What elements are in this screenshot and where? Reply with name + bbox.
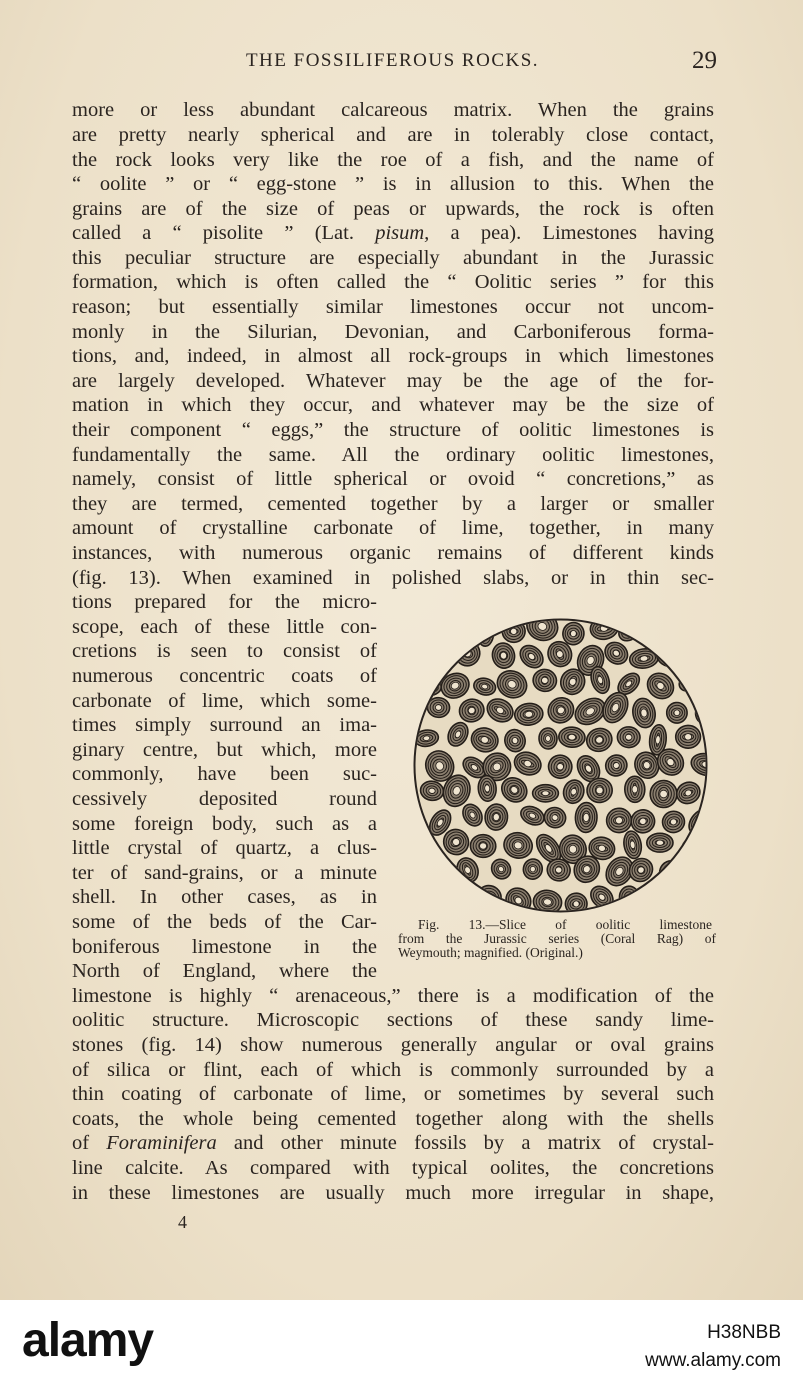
text-line: reason; but essentially similar limestones occur not uncom- (72, 296, 714, 318)
text-line: grains are of the size of peas or upwards, the rock is often (72, 198, 714, 220)
text-line: monly in the Silurian, Devonian, and Carboniferous forma- (72, 321, 714, 343)
text-line: are pretty nearly spherical and are in tolerably close contact, (72, 124, 714, 146)
text-line: scope, each of these little con- (72, 616, 377, 638)
text-line: more or less abundant calcareous matrix. When the grains (72, 99, 714, 121)
text-line: namely, consist of little spherical or ovoid “ concretions,” as (72, 468, 714, 490)
text-line: thin coating of carbonate of lime, or sometimes by several such (72, 1083, 714, 1105)
text-line: their component “ eggs,” the structure of oolitic limestones is (72, 419, 714, 441)
text-line: oolitic structure. Microscopic sections of these sandy lime- (72, 1009, 714, 1031)
text-line: fundamentally the same. All the ordinary oolitic limestones, (72, 444, 714, 466)
oolite-grain (625, 776, 645, 802)
text-line: North of England, where the (72, 960, 377, 982)
oolite-grain (470, 834, 497, 858)
text-line: boniferous limestone in the (72, 936, 377, 958)
stock-url: www.alamy.com (645, 1350, 781, 1371)
caption-line: from the Jurassic series (Coral Rag) of (398, 932, 716, 946)
signature-mark: 4 (178, 1212, 187, 1232)
text-line: they are termed, cemented together by a larger or smaller (72, 493, 714, 515)
text-line: tions prepared for the micro- (72, 591, 377, 613)
oolite-grain (533, 785, 559, 802)
alamy-logo: alamy (22, 1314, 154, 1367)
text-line: carbonate of lime, which some- (72, 690, 377, 712)
oolite-grain (538, 728, 557, 750)
text-line: tions, and, indeed, in almost all rock-groups in which limestones (72, 345, 714, 367)
oolite-grain (644, 885, 675, 909)
oolitic-limestone-illustration (413, 618, 708, 913)
oolite-grain (417, 618, 440, 643)
text-line: the rock looks very like the roe of a fish, and the name of (72, 149, 714, 171)
header-title: THE FOSSILIFEROUS ROCKS. (245, 50, 540, 71)
figure-caption (398, 918, 716, 960)
oolite-grain (675, 725, 701, 749)
latin-term: pisum, (375, 222, 430, 244)
text-line: (fig. 13). When examined in polished slabs, or in thin sec- (72, 567, 714, 589)
text-segment: a pea). Limestones having (429, 222, 714, 244)
oolite-grain (442, 618, 473, 645)
text-line: this peculiar structure are especially abundant in the Jurassic (72, 247, 714, 269)
text-line: amount of crystalline carbonate of lime, together, in many (72, 517, 714, 539)
stock-image-id: H38NBB (707, 1322, 781, 1343)
text-segment: called a “ pisolite ” (Lat. (72, 222, 376, 244)
oolite-grain (647, 833, 673, 852)
page-number: 29 (692, 47, 717, 74)
text-line: ginary centre, but which, more (72, 739, 377, 761)
caption-line: Weymouth; magnified. (Original.) (398, 946, 583, 960)
text-line: times simply surround an ima- (72, 714, 377, 736)
oolite-grain (441, 885, 466, 912)
latin-term: Foraminifera (106, 1132, 217, 1154)
text-line: are largely developed. Whatever may be the age of the for- (72, 370, 714, 392)
running-head (0, 47, 803, 80)
caption-line: Fig. 13.—Slice of oolitic limestone (418, 918, 712, 932)
text-line: some foreign body, such as a (72, 813, 377, 835)
text-line: of silica or flint, each of which is commonly surrounded by a (72, 1059, 714, 1081)
oolite-grain (650, 780, 678, 808)
oolite-grain (694, 640, 708, 673)
text-line: cessively deposited round (72, 788, 377, 810)
text-line: shell. In other cases, as in (72, 886, 377, 908)
text-line: little crystal of quartz, a clus- (72, 837, 377, 859)
text-line: ter of sand-grains, or a minute (72, 862, 377, 884)
text-line: formation, which is often called the “ Oolitic series ” for this (72, 271, 714, 293)
text-line: numerous concentric coats of (72, 665, 377, 687)
text-line: some of the beds of the Car- (72, 911, 377, 933)
text-line: mation in which they occur, and whatever may be the size of (72, 394, 714, 416)
oolite-grain (433, 646, 455, 670)
text-line: instances, with numerous organic remains of different kinds (72, 542, 714, 564)
text-line: “ oolite ” or “ egg-stone ” is in allusion to this. When the (72, 173, 714, 195)
oolite-grain (476, 618, 493, 646)
text-segment: and other minute fossils by a matrix of crystal- (216, 1132, 714, 1154)
text-line: limestone is highly “ arenaceous,” there is a modification of the (72, 985, 714, 1007)
text-segment: of (72, 1132, 107, 1154)
oolite-grain (678, 618, 707, 644)
oolite-grain (643, 618, 677, 646)
text-line: coats, the whole being cemented together along with the shells (72, 1108, 714, 1130)
text-line: line calcite. As compared with typical oolites, the concretions (72, 1157, 714, 1179)
text-line: commonly, have been suc- (72, 763, 377, 785)
text-line: stones (fig. 14) show numerous generally angular or oval grains (72, 1034, 714, 1056)
text-line (72, 1131, 714, 1156)
oolite-grain (414, 883, 442, 913)
text-line: cretions is seen to consist of (72, 640, 377, 662)
text-line: in these limestones are usually much more irregular in shape, (72, 1182, 714, 1204)
text-line (72, 221, 714, 246)
oolite-grain (683, 858, 708, 891)
oolite-grain (575, 802, 598, 833)
oolite-grain (677, 883, 697, 910)
